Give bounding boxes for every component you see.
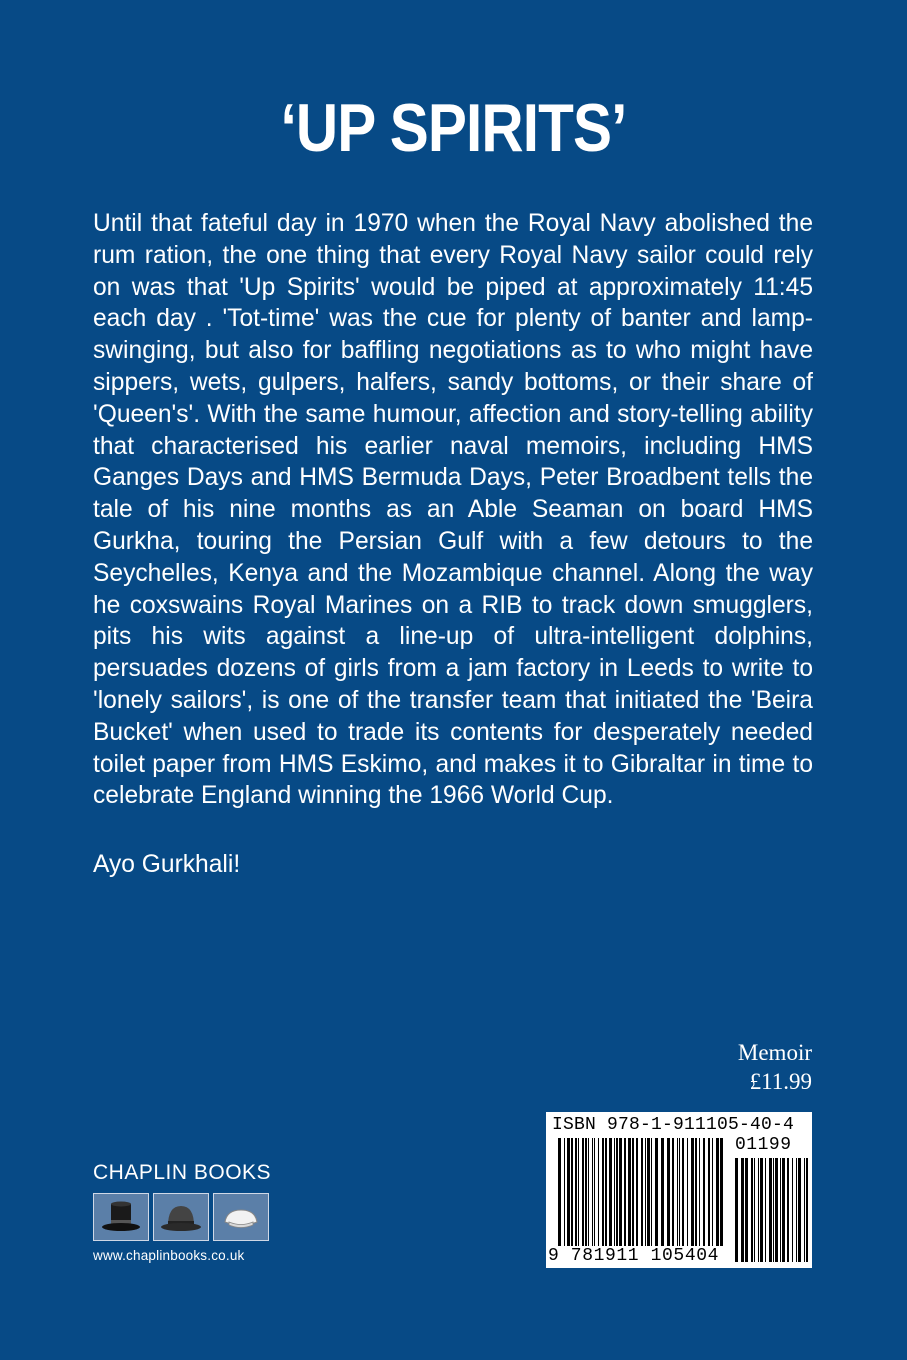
top-hat-icon <box>93 1193 149 1241</box>
barcode-bars <box>546 1112 812 1268</box>
isbn-label: ISBN 978-1-911105-40-4 <box>552 1115 795 1135</box>
price-label: £11.99 <box>749 1069 812 1094</box>
closing-line: Ayo Gurkhali! <box>93 851 241 878</box>
price-block <box>738 1038 812 1096</box>
bowler-hat-icon <box>153 1193 209 1241</box>
addon-digits: 01199 <box>735 1135 792 1155</box>
publisher-name: CHAPLIN BOOKS <box>93 1161 272 1184</box>
blurb-text <box>93 208 813 812</box>
book-title: ‘UP SPIRITS’ <box>280 90 627 166</box>
sailor-cap-icon <box>213 1193 269 1241</box>
isbn-barcode <box>546 1112 812 1268</box>
ean-digits: 9 781911 105404 <box>548 1246 720 1266</box>
blurb-paragraph: Until that fateful day in 1970 when the Royal Navy abolished the rum ration, the one thing that every Royal Navy sailor could rely on was that 'Up Spirits' would be piped at approximately 11:45 each day . 'Tot-time' was the cue for plenty of banter and lamp-swinging, but also for baffling negotiations as to who might have sippers, wets, gulpers, halfers, sandy bottoms, or their share of 'Queen's'. With the same humour, affection and story-telling ability that characterised his earlier naval memoirs, including HMS Ganges Days and HMS Bermuda Days, Peter Broadbent tells the tale of his nine months as an Able Seaman on board HMS Gurkha, touring the Persian Gulf with a few detours to the Seychelles, Kenya and the Mozambique channel. Along the way he coxswains Royal Marines on a RIB to track down smugglers, pits his wits against a line-up of ultra-intelligent dolphins, persuades dozens of girls from a jam factory in Leeds to write to 'lonely sailors', is one of the transfer team that initiated the 'Beira Bucket' when used to trade its contents for desperately needed toilet paper from HMS Eskimo, and makes it to Gibraltar in time to celebrate England winning the 1966 World Cup. <box>93 210 813 810</box>
genre-label: Memoir <box>737 1040 812 1065</box>
publisher-logo <box>93 1193 269 1241</box>
publisher-website: www.chaplinbooks.co.uk <box>93 1248 245 1263</box>
